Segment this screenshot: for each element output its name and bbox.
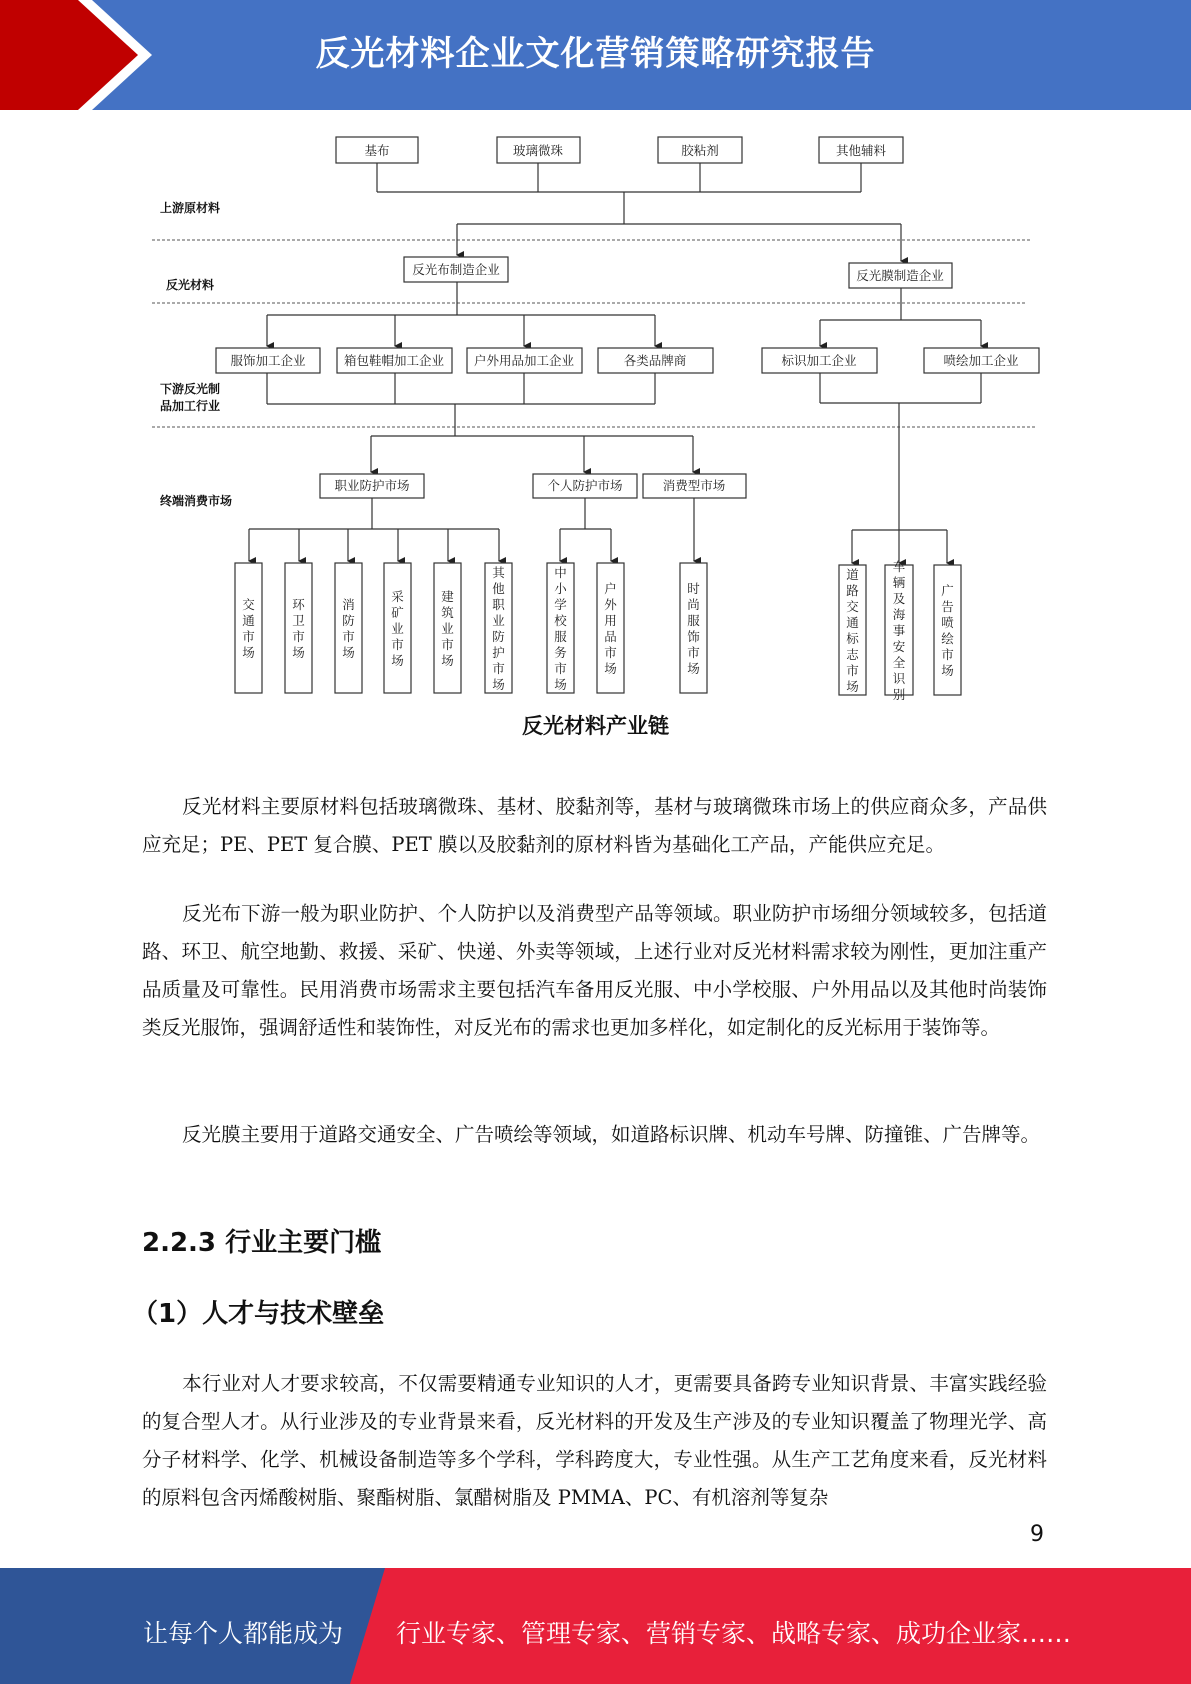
segment-node — [235, 563, 262, 693]
tier-label-terminal: 终端消费市场 — [160, 494, 233, 508]
tier-label-upstream: 上游原材料 — [160, 201, 221, 215]
segment-node — [285, 563, 312, 693]
footer-slogan-left: 让每个人都能成为 — [143, 1619, 344, 1648]
tier-label-material: 反光材料 — [166, 278, 215, 292]
subsection-heading: （1）人才与技术壁垒 — [132, 1299, 385, 1329]
tier-label-downstream-1: 下游反光制 — [160, 382, 221, 396]
tier-label-downstream-2: 品加工行业 — [160, 399, 221, 413]
svg-text:采矿业市场: 采矿业市场 — [391, 589, 404, 668]
svg-text:环卫市场: 环卫市场 — [292, 597, 305, 660]
svg-text:广告喷绘市场: 广告喷绘市场 — [941, 583, 954, 678]
svg-text:其他辅料: 其他辅料 — [835, 143, 887, 158]
segment-node — [680, 563, 707, 693]
svg-text:其他职业防护市场: 其他职业防护市场 — [492, 565, 505, 692]
svg-text:中小学校服务市场: 中小学校服务市场 — [554, 565, 567, 692]
market-node — [320, 474, 424, 498]
svg-text:时尚服饰市场: 时尚服饰市场 — [687, 581, 700, 676]
svg-text:基布: 基布 — [364, 143, 390, 158]
segment-node — [485, 563, 512, 693]
processor-node — [598, 348, 713, 373]
header-title: 反光材料企业文化营销策略研究报告 — [315, 34, 876, 74]
raw-node — [658, 137, 742, 163]
svg-text:各类品牌商: 各类品牌商 — [623, 353, 687, 368]
svg-text:交通市场: 交通市场 — [242, 597, 255, 660]
section-heading: 2.2.3 行业主要门槛 — [142, 1228, 382, 1258]
svg-text:喷绘加工企业: 喷绘加工企业 — [943, 353, 1019, 368]
segment-node — [934, 565, 961, 695]
paragraph: 反光布下游一般为职业防护、个人防护以及消费型产品等领域。职业防护市场细分领域较多，包括道路、环卫、航空地勤、救援、采矿、快递、外卖等领域，上述行业对反光材料需求较为刚性，更加注重产品质量及可靠性。民用消费市场需求主要包括汽车备用反光服、中小学校服、户外用品以及其他时尚装饰类反光服饰，强调舒适性和装饰性，对反光布的需求也更加多样化，如定制化的反光标用于装饰等。 — [142, 902, 1047, 1039]
paragraph: 本行业对人才要求较高，不仅需要精通专业知识的人才，更需要具备跨专业知识背景、丰富实践经验的复合型人才。从行业涉及的专业背景来看，反光材料的开发及生产涉及的专业知识覆盖了物理光学、高分子材料学、化学、机械设备制造等多个学科，学科跨度大，专业性强。从生产工艺角度来看，反光材料的原料包含丙烯酸树脂、聚酯树脂、氯醋树脂及 PMMA、PC、有机溶剂等复杂 — [142, 1372, 1047, 1509]
svg-text:职业防护市场: 职业防护市场 — [334, 478, 410, 493]
processor-node — [337, 348, 452, 373]
svg-text:反光膜制造企业: 反光膜制造企业 — [856, 268, 944, 283]
industry-chain-diagram — [140, 120, 1060, 700]
svg-text:户外用品加工企业: 户外用品加工企业 — [473, 353, 575, 368]
svg-text:道路交通标志市场: 道路交通标志市场 — [846, 567, 859, 694]
svg-text:建筑业市场: 建筑业市场 — [441, 589, 454, 668]
segment-node — [335, 563, 362, 693]
raw-node — [497, 137, 580, 163]
segment-node — [547, 563, 574, 693]
market-node — [533, 474, 637, 498]
svg-text:个人防护市场: 个人防护市场 — [547, 478, 623, 493]
segment-node — [384, 563, 411, 693]
svg-text:消防市场: 消防市场 — [342, 597, 355, 660]
raw-node — [819, 137, 903, 163]
svg-text:反光布制造企业: 反光布制造企业 — [412, 262, 500, 277]
processor-node — [762, 348, 877, 373]
svg-text:标识加工企业: 标识加工企业 — [781, 353, 857, 368]
processor-node — [216, 348, 320, 373]
diagram-caption: 反光材料产业链 — [522, 714, 669, 738]
svg-text:户外用品市场: 户外用品市场 — [604, 581, 617, 676]
footer-slogan-right: 行业专家、管理专家、营销专家、战略专家、成功企业家…… — [396, 1619, 1072, 1648]
svg-text:车辆及海事安全识别: 车辆及海事安全识别 — [892, 559, 906, 700]
paragraph: 反光材料主要原材料包括玻璃微珠、基材、胶黏剂等，基材与玻璃微珠市场上的供应商众多，产品供应充足；PE、PET 复合膜、PET 膜以及胶黏剂的原材料皆为基础化工产品，产能供应充足。 — [142, 795, 1047, 856]
raw-node — [336, 137, 418, 163]
svg-text:消费型市场: 消费型市场 — [662, 478, 726, 493]
segment-node — [885, 559, 913, 700]
segment-node — [839, 565, 866, 695]
svg-text:胶粘剂: 胶粘剂 — [681, 143, 719, 158]
maker-node — [404, 257, 508, 282]
svg-text:服饰加工企业: 服饰加工企业 — [230, 353, 306, 368]
page-number: 9 — [1030, 1522, 1044, 1547]
svg-text:箱包鞋帽加工企业: 箱包鞋帽加工企业 — [343, 353, 445, 368]
segment-node — [434, 563, 461, 693]
processor-node — [924, 348, 1039, 373]
market-node — [643, 474, 746, 498]
processor-node — [467, 348, 582, 373]
segment-node — [597, 563, 624, 693]
paragraph: 反光膜主要用于道路交通安全、广告喷绘等领域，如道路标识牌、机动车号牌、防撞锥、广告牌等。 — [182, 1123, 1041, 1146]
svg-text:玻璃微珠: 玻璃微珠 — [512, 143, 564, 158]
maker-node — [849, 263, 952, 288]
